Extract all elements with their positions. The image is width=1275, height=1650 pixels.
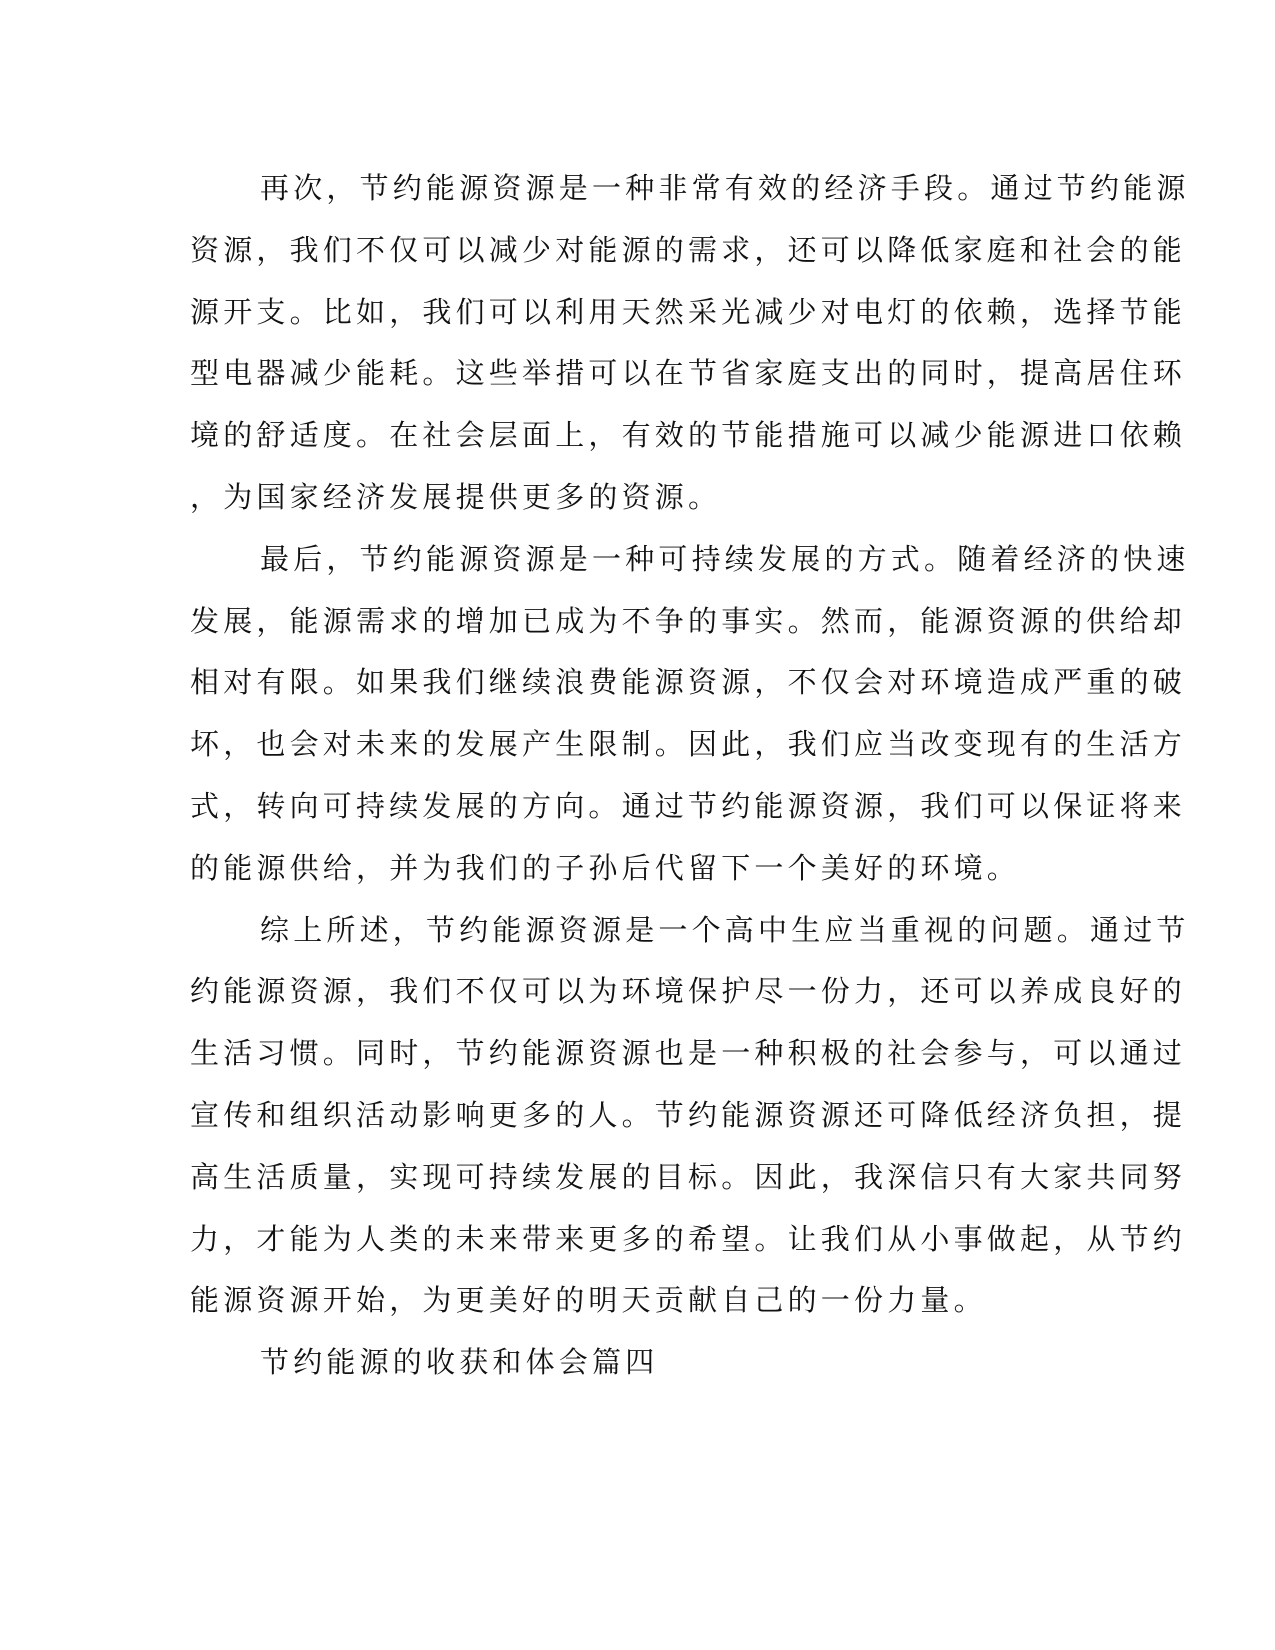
- document-body: [190, 158, 1190, 1394]
- text-line: 式，转向可持续发展的方向。通过节约能源资源，我们可以保证将来: [190, 788, 1187, 823]
- paragraph: [190, 529, 1190, 900]
- text-line: 发展，能源需求的增加已成为不争的事实。然而，能源资源的供给却: [190, 603, 1187, 638]
- text-line: 生活习惯。同时，节约能源资源也是一种积极的社会参与，可以通过: [190, 1036, 1187, 1071]
- text-line: 力，才能为人类的未来带来更多的希望。让我们从小事做起，从节约: [190, 1221, 1187, 1256]
- text-line: 资源，我们不仅可以减少对能源的需求，还可以降低家庭和社会的能: [190, 232, 1187, 267]
- text-line: 境的舒适度。在社会层面上，有效的节能措施可以减少能源进口依赖: [190, 418, 1187, 453]
- text-line: 的能源供给，并为我们的子孙后代留下一个美好的环境。: [190, 850, 1021, 885]
- text-line: 源开支。比如，我们可以利用天然采光减少对电灯的依赖，选择节能: [190, 294, 1187, 329]
- text-line: 坏，也会对未来的发展产生限制。因此，我们应当改变现有的生活方: [190, 727, 1187, 762]
- paragraph: [190, 158, 1190, 529]
- text-line: 型电器减少能耗。这些举措可以在节省家庭支出的同时，提高居住环: [190, 356, 1187, 391]
- text-line: ，为国家经济发展提供更多的资源。: [190, 479, 722, 514]
- section-heading: 节约能源的收获和体会篇四: [260, 1345, 659, 1380]
- paragraph: [190, 900, 1190, 1333]
- text-line: 最后，节约能源资源是一种可持续发展的方式。随着经济的快速: [260, 541, 1190, 576]
- text-line: 高生活质量，实现可持续发展的目标。因此，我深信只有大家共同努: [190, 1159, 1187, 1194]
- text-line: 宣传和组织活动影响更多的人。节约能源资源还可降低经济负担，提: [190, 1097, 1187, 1132]
- text-line: 综上所述，节约能源资源是一个高中生应当重视的问题。通过节: [260, 912, 1190, 947]
- text-line: 约能源资源，我们不仅可以为环境保护尽一份力，还可以养成良好的: [190, 974, 1187, 1009]
- text-line: 相对有限。如果我们继续浪费能源资源，不仅会对环境造成严重的破: [190, 665, 1187, 700]
- text-line: 能源资源开始，为更美好的明天贡献自己的一份力量。: [190, 1283, 987, 1318]
- text-line: 再次，节约能源资源是一种非常有效的经济手段。通过节约能源: [260, 171, 1190, 205]
